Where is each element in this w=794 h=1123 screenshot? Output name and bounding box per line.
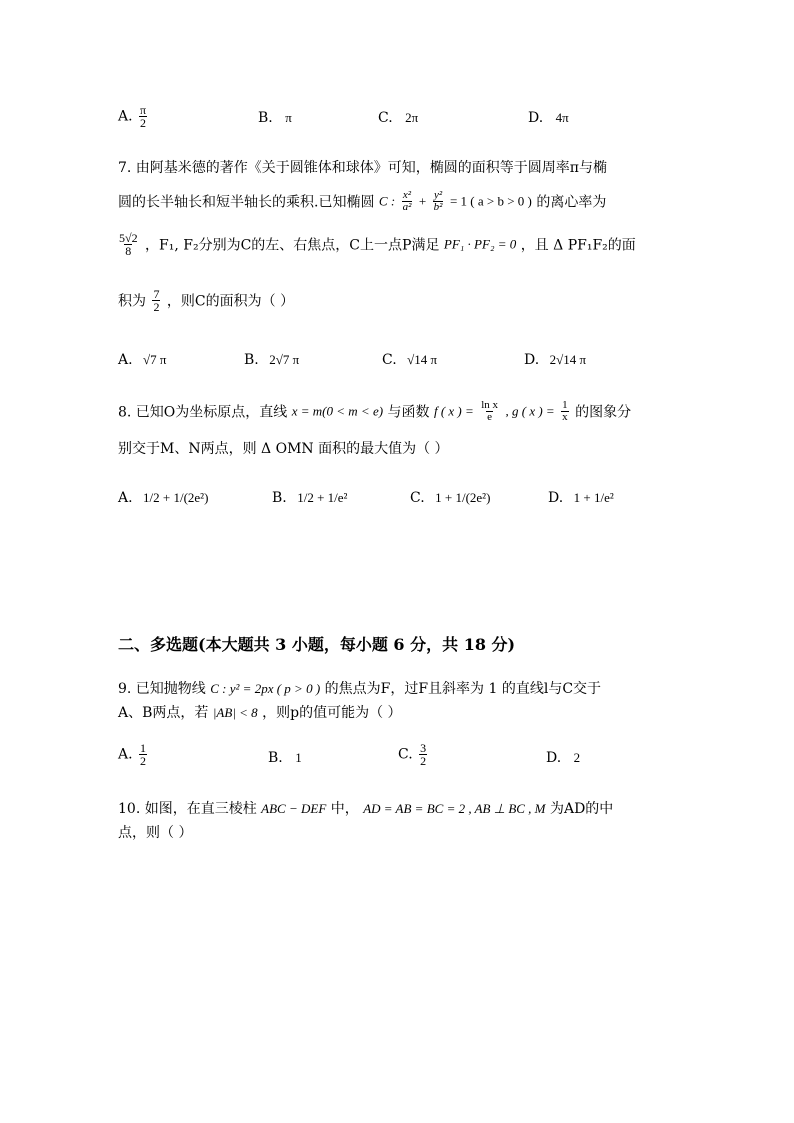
q7-line-4 xyxy=(118,288,294,313)
q9-option-d xyxy=(546,750,580,766)
option-label: A. xyxy=(118,108,133,125)
q6-option-c xyxy=(378,110,418,126)
option-label: B. xyxy=(244,352,259,368)
q8-line-1 xyxy=(118,400,631,423)
option-label: B. xyxy=(258,110,273,126)
q6-option-b xyxy=(258,110,292,126)
text: ，且 Δ PF₁F₂的面 xyxy=(520,237,636,254)
option-value: π xyxy=(285,110,292,125)
numerator: 1 xyxy=(562,399,568,411)
option-value: 1/2 + 1/(2e²) xyxy=(143,490,209,505)
condition-expression: |AB| < 8 xyxy=(212,705,258,720)
numerator: y² xyxy=(433,189,443,201)
q10-line-1 xyxy=(118,798,613,818)
parabola-expression: C : y² = 2px ( p > 0 ) xyxy=(210,681,321,696)
fraction xyxy=(139,742,147,767)
ellipse-label: C : xyxy=(378,193,396,209)
fraction xyxy=(419,742,427,767)
option-value: 2√14 π xyxy=(549,352,587,367)
denominator: 8 xyxy=(125,244,132,258)
numerator: 3 xyxy=(420,741,427,755)
q7-option-a xyxy=(118,352,166,368)
q8-line-2: 别交于M、N两点，则 Δ OMN 面积的最大值为（ ） xyxy=(118,441,449,457)
fraction xyxy=(152,288,160,313)
option-value: 1 xyxy=(295,750,302,765)
text: 9. 已知抛物线 xyxy=(118,681,206,697)
option-label: C. xyxy=(382,352,397,368)
q7-option-c xyxy=(382,352,437,368)
denominator: e xyxy=(487,411,493,423)
option-label: D. xyxy=(548,490,564,506)
fraction xyxy=(433,190,444,213)
option-label: D. xyxy=(546,750,562,766)
text: 10. 如图，在直三棱柱 xyxy=(118,801,257,817)
q7-option-d xyxy=(524,352,586,368)
text: A、B两点，若 xyxy=(118,705,209,721)
option-value: 2π xyxy=(405,110,419,125)
q7-line-2 xyxy=(118,190,606,213)
numerator: 5√2 xyxy=(119,231,138,245)
text: ，F₁, F₂分别为C的左、右焦点，C上一点P满足 xyxy=(145,237,440,254)
denominator: b² xyxy=(433,201,443,213)
q8-option-b xyxy=(272,490,347,506)
plus-sign: + xyxy=(418,193,427,209)
numerator: π xyxy=(140,103,147,117)
option-label: B. xyxy=(272,490,287,506)
option-label: A. xyxy=(118,746,133,763)
ellipse-condition: = 1 ( a > b > 0 ) xyxy=(449,193,532,209)
q9-line-1 xyxy=(118,678,601,698)
fraction xyxy=(480,400,499,423)
option-label: A. xyxy=(118,490,133,506)
fraction xyxy=(561,400,569,423)
text: 的离心率为 xyxy=(536,194,607,211)
fraction xyxy=(139,104,147,129)
option-value: 1/2 + 1/e² xyxy=(297,490,348,505)
option-label: D. xyxy=(528,110,544,126)
prism-expression: ABC − DEF xyxy=(261,801,327,816)
text: ，则C的面积为（ ） xyxy=(166,293,295,310)
option-label: C. xyxy=(378,110,393,126)
dot-product-expression: PF₁ · PF₂ = 0 xyxy=(443,236,517,252)
denominator: 2 xyxy=(420,754,427,768)
line-expression: x = m(0 < m < e) xyxy=(291,403,384,419)
numerator: 1 xyxy=(140,741,147,755)
text: 为AD的中 xyxy=(549,801,614,817)
q8-option-c xyxy=(410,490,490,506)
numerator: ln x xyxy=(481,399,499,411)
denominator: 2 xyxy=(140,754,147,768)
text: 与函数 xyxy=(387,404,430,421)
denominator: a² xyxy=(402,201,412,213)
text: ，则p的值可能为（ ） xyxy=(262,705,402,721)
numerator: x² xyxy=(402,189,412,201)
denominator: 2 xyxy=(140,116,147,130)
q7-line-3 xyxy=(116,232,636,257)
option-value: 1 + 1/e² xyxy=(573,490,614,505)
option-value: √14 π xyxy=(407,352,438,367)
q10-line-2: 点，则（ ） xyxy=(118,825,193,841)
option-value: 2√7 π xyxy=(269,352,300,367)
text: 圆的长半轴长和短半轴长的乘积.已知椭圆 xyxy=(118,194,375,211)
q6-option-d xyxy=(528,110,569,126)
option-value: 2 xyxy=(573,750,581,765)
option-label: C. xyxy=(410,490,425,506)
q9-line-2 xyxy=(118,702,402,722)
q8-option-d xyxy=(548,490,614,506)
option-value: √7 π xyxy=(143,352,167,367)
q7-line-1: 7. 由阿基米德的著作《关于圆锥体和球体》可知，椭圆的面积等于圆周率π与椭 xyxy=(118,160,608,176)
condition-expression: AD = AB = BC = 2 , AB ⊥ BC , M xyxy=(363,801,546,816)
q8-option-a xyxy=(118,490,208,506)
numerator: 7 xyxy=(153,287,160,301)
denominator: 2 xyxy=(153,300,160,314)
option-label: B. xyxy=(268,750,283,766)
q6-option-a xyxy=(118,104,149,129)
fraction xyxy=(118,232,139,257)
f-expression: f ( x ) = xyxy=(433,403,474,419)
q9-option-b xyxy=(268,750,302,766)
q7-option-b xyxy=(244,352,299,368)
text: 的图象分 xyxy=(575,404,632,421)
section-heading: 二、多选题(本大题共 3 小题，每小题 6 分，共 18 分) xyxy=(118,635,516,654)
text: 8. 已知O为坐标原点，直线 xyxy=(118,404,288,421)
option-label: A. xyxy=(118,352,133,368)
text: 中， xyxy=(330,801,359,817)
q9-option-c xyxy=(398,742,429,767)
denominator: x xyxy=(562,411,568,423)
option-label: C. xyxy=(398,746,413,763)
g-expression: , g ( x ) = xyxy=(505,403,555,419)
fraction xyxy=(402,190,413,213)
q9-option-a xyxy=(118,742,149,767)
option-label: D. xyxy=(524,352,540,368)
text: 的焦点为F，过F且斜率为 1 的直线l与C交于 xyxy=(324,681,602,697)
option-value: 4π xyxy=(555,110,569,125)
text: 积为 xyxy=(118,293,146,310)
option-value: 1 + 1/(2e²) xyxy=(435,490,491,505)
